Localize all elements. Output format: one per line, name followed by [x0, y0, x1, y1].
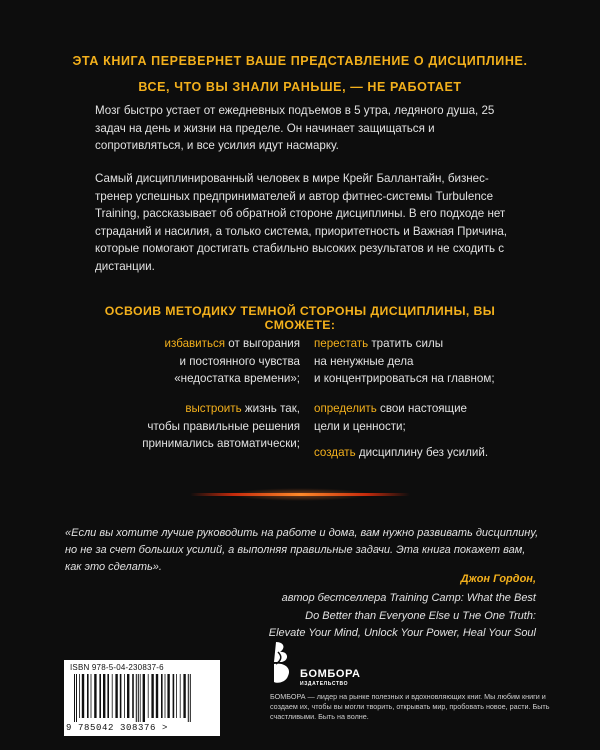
publisher-name: БОМБОРА [300, 668, 361, 680]
intro-paragraph-2: Самый дисциплинированный человек в мире Крейг Баллантайн, бизнес-тренер успешных предпринимателей и автор фитнес-системы Turbulence Training, рассказывает об обратной стороне дисциплины. В его подходе нет страданий и насилия, а только система, приоритетность и Важная Причина, которые помогают достигать стабильно высоких результатов и не сходить с дистанции. [95, 172, 508, 273]
quote-author-description-line: Do Better than Everyone Else и Тне One Truth: [305, 609, 536, 622]
benefit-text: «недостатка времени»; [174, 372, 300, 385]
quote-author: Джон Гордон, [460, 573, 536, 585]
barcode-bar [74, 674, 75, 722]
barcode-bar [156, 674, 158, 718]
barcode-bar [173, 674, 175, 718]
benefit-item [110, 400, 300, 453]
isbn-label: ISBN 978-5-04-230837-6 [70, 663, 164, 672]
benefit-keyword: определить [314, 402, 377, 415]
barcode-bar [76, 674, 77, 722]
barcode-bar [107, 674, 109, 718]
benefit-text: цели и ценности; [314, 419, 406, 433]
benefits-heading: ОСВОИВ МЕТОДИКУ ТЕМНОЙ СТОРОНЫ ДИСЦИПЛИНЫ, ВЫ СМОЖЕТЕ: [104, 304, 496, 332]
benefit-text: свои настоящие [376, 402, 468, 415]
quote-author-description-line: автор бестселлера Training Camp: What the Best [281, 592, 536, 604]
barcode [64, 660, 220, 736]
benefit-text: и концентрироваться на главном; [314, 372, 495, 385]
benefit-item [314, 400, 544, 435]
barcode-bars-icon [72, 674, 212, 722]
barcode-bar [151, 674, 153, 718]
barcode-bar [127, 674, 129, 718]
publisher-note: БОМБОРА — лидер на рынке полезных и вдохновляющих книг. Мы любим книги и создаем их, чтобы вы могли творить, открывать мир, пробовать новое, расти. Быть счастливыми. Быть на волне. [270, 692, 550, 721]
barcode-bar [180, 674, 181, 718]
barcode-bar [143, 674, 145, 722]
benefit-keyword: перестать [314, 337, 369, 350]
benefit-item [314, 335, 544, 388]
barcode-bar [165, 674, 166, 718]
barcode-bar [176, 674, 177, 718]
barcode-bar [183, 674, 185, 718]
benefit-item [314, 444, 544, 462]
benefit-keyword: избавиться [164, 337, 226, 350]
barcode-bar [87, 674, 89, 718]
barcode-bar [120, 674, 122, 718]
benefit-text: дисциплину без усилий. [355, 446, 489, 459]
benefit-text: тратить силы [368, 337, 444, 350]
barcode-bar [167, 674, 169, 718]
headline-line-2: ВСЕ, ЧТО ВЫ ЗНАЛИ РАНЬШЕ, — НЕ РАБОТАЕТ [138, 80, 462, 94]
benefit-text: принимались автоматически; [142, 437, 300, 450]
benefit-text: на ненужные дела [314, 354, 414, 368]
barcode-bar [148, 674, 149, 718]
publisher-subtitle: ИЗДАТЕЛЬСТВО [300, 681, 349, 687]
barcode-bar [94, 674, 96, 718]
headline-line-1: ЭТА КНИГА ПЕРЕВЕРНЕТ ВАШЕ ПРЕДСТАВЛЕНИЕ О ДИСЦИПЛИНЕ. [72, 54, 528, 68]
barcode-bar [99, 674, 101, 718]
benefit-item [110, 335, 300, 388]
glow-divider [190, 493, 410, 496]
barcode-bar [112, 674, 113, 718]
barcode-bar [188, 674, 189, 722]
endorsement-quote: «Если вы хотите лучше руководить на работе и дома, вам нужно развивать дисциплину, но не за счет больших усилий, а выполняя правильные задачи. Эта книга покажет вам, как это сделать». [65, 527, 539, 573]
barcode-bar [136, 674, 137, 722]
barcode-bar [103, 674, 105, 718]
barcode-bar [79, 674, 80, 718]
barcode-bar [132, 674, 134, 718]
benefit-text: от выгорания [225, 337, 300, 350]
barcode-bar [140, 674, 141, 722]
barcode-bar [190, 674, 191, 722]
benefit-text: чтобы правильные решения [147, 419, 300, 433]
benefit-text: жизнь так, [241, 402, 300, 415]
barcode-bar [138, 674, 139, 722]
bombora-logo-icon [270, 638, 300, 688]
barcode-bar [124, 674, 125, 718]
barcode-bar [91, 674, 92, 718]
barcode-bar [161, 674, 163, 718]
barcode-digits: 9 785042 308376 > [66, 723, 169, 733]
benefit-text: и постоянного чувства [179, 354, 300, 368]
benefit-keyword: создать [314, 446, 356, 459]
quote-author-description [196, 590, 536, 643]
benefit-keyword: выстроить [185, 402, 242, 415]
barcode-bar [115, 674, 117, 718]
quote-author-description-line: Elevate Your Mind, Unlock Your Power, Heal Your Soul [268, 627, 536, 639]
barcode-bar [82, 674, 84, 718]
intro-paragraph-1: Мозг быстро устает от ежедневных подъемов в 5 утра, ледяного душа, 25 задач на день и жизни на пределе. Он начинает защищаться и сопротивляться, и все усилия идут насмарку. [95, 104, 495, 152]
